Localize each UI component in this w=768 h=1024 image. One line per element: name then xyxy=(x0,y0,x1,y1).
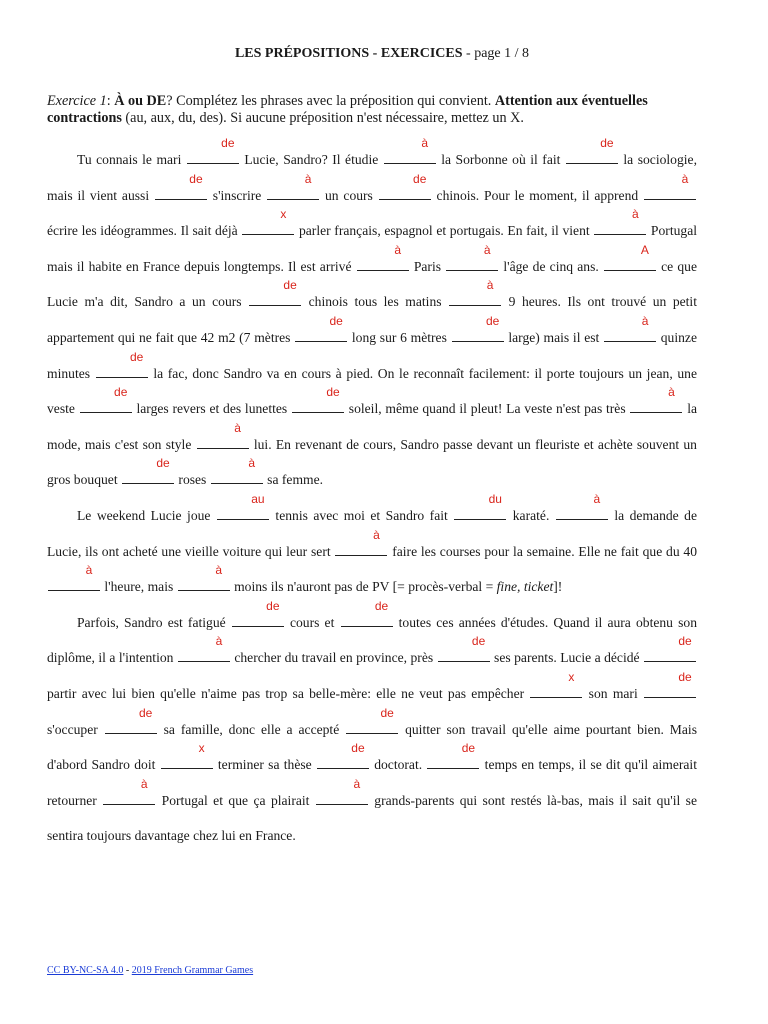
answer-text: de xyxy=(266,598,280,613)
answer-blank[interactable] xyxy=(295,313,347,342)
answer-blank[interactable] xyxy=(211,456,263,484)
answer-blank[interactable] xyxy=(630,385,682,413)
answer-blank[interactable] xyxy=(217,491,269,520)
footer xyxy=(47,965,253,976)
answer-blank[interactable] xyxy=(449,278,501,306)
paragraph-text: moins ils n'auront pas de PV [= procès-verbal = xyxy=(230,579,497,595)
paragraph-text: Parfois, Sandro est fatigué xyxy=(77,614,231,630)
paragraph-text: la Sorbonne où il fait xyxy=(436,152,565,167)
answer-blank[interactable] xyxy=(187,136,239,164)
answer-text: à xyxy=(140,776,148,791)
instr-colon: : xyxy=(106,93,115,109)
answer-blank[interactable] xyxy=(604,313,656,342)
page-title xyxy=(47,46,717,62)
paragraph-text: doctorat. xyxy=(369,757,427,773)
answer-blank[interactable] xyxy=(335,527,387,556)
answer-blank[interactable] xyxy=(604,242,656,271)
paragraph-text: Le weekend Lucie joue xyxy=(77,507,216,523)
answer-blank[interactable] xyxy=(452,313,504,342)
answer-text: à xyxy=(373,527,380,542)
answer-blank[interactable] xyxy=(122,456,174,484)
answer-text: à xyxy=(641,313,649,328)
paragraph-text: karaté. xyxy=(507,507,555,523)
answer-text: de xyxy=(156,456,170,471)
exercise-text xyxy=(47,136,698,854)
paragraph-text: la mode, mais c'est son style xyxy=(47,401,698,452)
answer-blank[interactable] xyxy=(197,420,249,449)
answer-blank[interactable] xyxy=(556,491,608,520)
answer-text: de xyxy=(326,385,340,400)
paragraph-text: toutes ces années d'études. Quand il aura obtenu son diplôme, il a l'intention xyxy=(47,614,698,666)
paragraph-text: s'inscrire xyxy=(207,187,267,203)
paragraph-text: Tu connais le mari xyxy=(77,152,186,167)
answer-text: A xyxy=(640,242,649,257)
answer-blank[interactable] xyxy=(530,669,582,698)
paragraph-text: 9 heures. Ils ont trouvé un petit appartement qui ne fait que 42 m2 (7 mètres xyxy=(47,294,697,345)
paragraph-text: sa femme. xyxy=(263,472,324,488)
answer-text: à xyxy=(681,171,689,186)
answer-blank[interactable] xyxy=(161,741,213,769)
paragraph-text: son mari xyxy=(583,685,643,701)
answer-text: à xyxy=(631,207,639,222)
answer-text: de xyxy=(678,634,692,649)
answer-text: à xyxy=(215,563,223,578)
answer-blank[interactable] xyxy=(80,385,132,413)
paragraph-text: partir avec lui bien qu'elle n'aime pas trop sa belle-mère: elle ne veut pas empêcher xyxy=(47,685,530,701)
paragraph-text: quinze minutes xyxy=(47,329,697,381)
answer-text: à xyxy=(304,171,312,186)
answer-blank[interactable] xyxy=(105,705,157,734)
answer-text: de xyxy=(678,669,692,684)
answer-text: à xyxy=(394,242,401,257)
paragraph-text: quitter son travail qu'elle aime pourtant bien. Mais d'abord Sandro doit xyxy=(47,721,697,773)
answer-text: à xyxy=(353,776,361,791)
answer-blank[interactable] xyxy=(178,563,230,591)
paragraph-text: l'heure, mais xyxy=(101,579,177,595)
answer-blank[interactable] xyxy=(346,705,398,734)
paragraph-text: écrire les idéogrammes. Il sait déjà xyxy=(47,223,242,239)
answer-text: de xyxy=(283,278,297,293)
paragraph-text: cours et xyxy=(284,614,340,630)
answer-blank[interactable] xyxy=(357,242,409,271)
answer-text: de xyxy=(374,598,389,613)
paragraph-text: Lucie, Sandro? Il étudie xyxy=(239,152,383,167)
answer-text: de xyxy=(189,171,203,186)
paragraph-text: lui. En revenant de cours, Sandro passe devant un fleuriste et achète souvent un gros bouquet xyxy=(47,436,697,488)
answer-text: à xyxy=(215,634,223,649)
title-text: LES PRÉPOSITIONS - EXERCICES xyxy=(234,46,463,61)
paragraph-text: tennis avec moi et Sandro fait xyxy=(269,507,454,523)
license-link[interactable]: CC BY-NC-SA 4.0 xyxy=(47,965,124,976)
answer-blank[interactable] xyxy=(427,741,479,769)
paragraph-text: temps en temps, il se dit qu'il aimerait retourner xyxy=(47,757,697,808)
answer-blank[interactable] xyxy=(316,776,368,805)
answer-text: de xyxy=(351,741,365,756)
answer-text: x xyxy=(568,669,575,684)
paragraph-text: Paris xyxy=(409,258,446,274)
exercise-paragraph xyxy=(47,491,698,605)
answer-text: de xyxy=(221,136,235,150)
answer-text: de xyxy=(139,705,153,720)
answer-blank[interactable] xyxy=(644,634,696,662)
paragraph-text: un cours xyxy=(320,187,378,203)
answer-blank[interactable] xyxy=(96,349,148,378)
exercise-label: Exercice 1 xyxy=(47,93,107,109)
answer-text: de xyxy=(130,349,144,364)
answer-blank[interactable] xyxy=(267,171,319,200)
answer-text: de xyxy=(461,741,476,756)
answer-blank[interactable] xyxy=(242,207,294,235)
answer-text: de xyxy=(471,634,486,649)
answer-blank[interactable] xyxy=(249,278,301,306)
answer-blank[interactable] xyxy=(341,598,393,627)
answer-text: de xyxy=(485,313,500,328)
answer-blank[interactable] xyxy=(644,171,696,200)
answer-blank[interactable] xyxy=(438,634,490,662)
answer-blank[interactable] xyxy=(566,136,618,164)
a-ou-de: À ou DE xyxy=(114,93,167,109)
paragraph-text: Portugal mais il habite en France depuis longtemps. Il est arrivé xyxy=(47,223,698,274)
paragraph-text: s'occuper xyxy=(47,721,104,737)
paragraph-text: la fac, donc Sandro va en cours à pied. On le reconnaît facilement: il porte toujours un jean, une veste xyxy=(47,365,697,417)
instr-part2: (au, aux, du, des). Si aucune préposition n'est nécessaire, mettez un X. xyxy=(121,110,524,126)
instr-part1: ? Complétez les phrases avec la préposition qui convient. xyxy=(166,93,495,109)
answer-blank[interactable] xyxy=(454,491,506,520)
answer-blank[interactable] xyxy=(594,207,646,235)
answer-blank[interactable] xyxy=(232,598,284,627)
answer-text: de xyxy=(380,705,394,720)
exercise-paragraph xyxy=(47,136,698,498)
paragraph-text: larges revers et des lunettes xyxy=(132,401,291,417)
paragraph-text: ce que Lucie m'a dit, Sandro a un cours xyxy=(47,258,697,310)
answer-blank[interactable] xyxy=(317,741,369,769)
footer-sep: - xyxy=(123,965,132,976)
answer-blank[interactable] xyxy=(155,171,207,200)
answer-text: à xyxy=(248,456,256,471)
answer-text: x xyxy=(198,741,205,756)
paragraph-text: terminer sa thèse xyxy=(213,757,316,773)
answer-text: à xyxy=(486,278,494,293)
paragraph-text: sa famille, donc elle a accepté xyxy=(157,721,346,737)
answer-blank[interactable] xyxy=(178,634,230,662)
paragraph-text: ]! xyxy=(553,579,563,595)
attention-note: Attention aux éventuelles contractions xyxy=(47,93,648,126)
source-link[interactable]: 2019 French Grammar Games xyxy=(131,965,254,976)
answer-text: à xyxy=(85,563,93,578)
answer-text: du xyxy=(488,491,502,506)
paragraph-text: parler français, espagnol et portugais. En fait, il vient xyxy=(295,223,594,239)
paragraph-text: chinois. Pour le moment, il apprend xyxy=(431,187,644,203)
paragraph-italic: fine, ticket xyxy=(496,579,554,595)
answer-blank[interactable] xyxy=(384,136,436,164)
answer-blank[interactable] xyxy=(446,242,498,271)
answer-text: au xyxy=(251,491,265,506)
answer-text: à xyxy=(421,136,429,150)
answer-text: à xyxy=(593,491,601,506)
answer-text: de xyxy=(329,313,343,328)
paragraph-text: ses parents. Lucie a décidé xyxy=(490,650,644,666)
exercise-instructions xyxy=(47,93,717,127)
answer-blank[interactable] xyxy=(48,563,100,591)
exercise-paragraph xyxy=(47,598,698,854)
paragraph-text: roses xyxy=(175,472,210,488)
paragraph-text: chercher du travail en province, près xyxy=(230,650,437,666)
answer-text: x xyxy=(280,207,287,222)
paragraph-text: chinois tous les matins xyxy=(302,294,449,310)
answer-text: à xyxy=(483,242,491,257)
paragraph-text: faire les courses pour la semaine. Elle ne fait que du 40 xyxy=(388,543,697,559)
answer-text: à xyxy=(234,420,241,435)
answer-blank[interactable] xyxy=(644,669,696,698)
answer-text: de xyxy=(600,136,614,150)
answer-blank[interactable] xyxy=(379,171,431,200)
paragraph-text: large) mais il est xyxy=(504,329,604,345)
paragraph-text: soleil, même quand il pleut! La veste n'est pas très xyxy=(345,401,630,417)
paragraph-text: l'âge de cinq ans. xyxy=(499,258,603,274)
answer-blank[interactable] xyxy=(292,385,344,413)
paragraph-text: la demande de Lucie, ils ont acheté une vieille voiture qui leur sert xyxy=(47,507,698,559)
answer-text: à xyxy=(668,385,675,400)
answer-blank[interactable] xyxy=(103,776,155,805)
paragraph-text: grands-parents qui sont restés là-bas, mais il sait qu'il se sentira toujours davantage chez lui en France. xyxy=(47,792,698,844)
paragraph-text: la sociologie, mais il vient aussi xyxy=(47,152,697,203)
page-number: - page 1 / 8 xyxy=(466,46,530,61)
paragraph-text: long sur 6 mètres xyxy=(348,329,451,345)
paragraph-text: Portugal et que ça plairait xyxy=(156,792,315,808)
answer-text: de xyxy=(114,385,128,400)
answer-text: de xyxy=(413,171,427,186)
